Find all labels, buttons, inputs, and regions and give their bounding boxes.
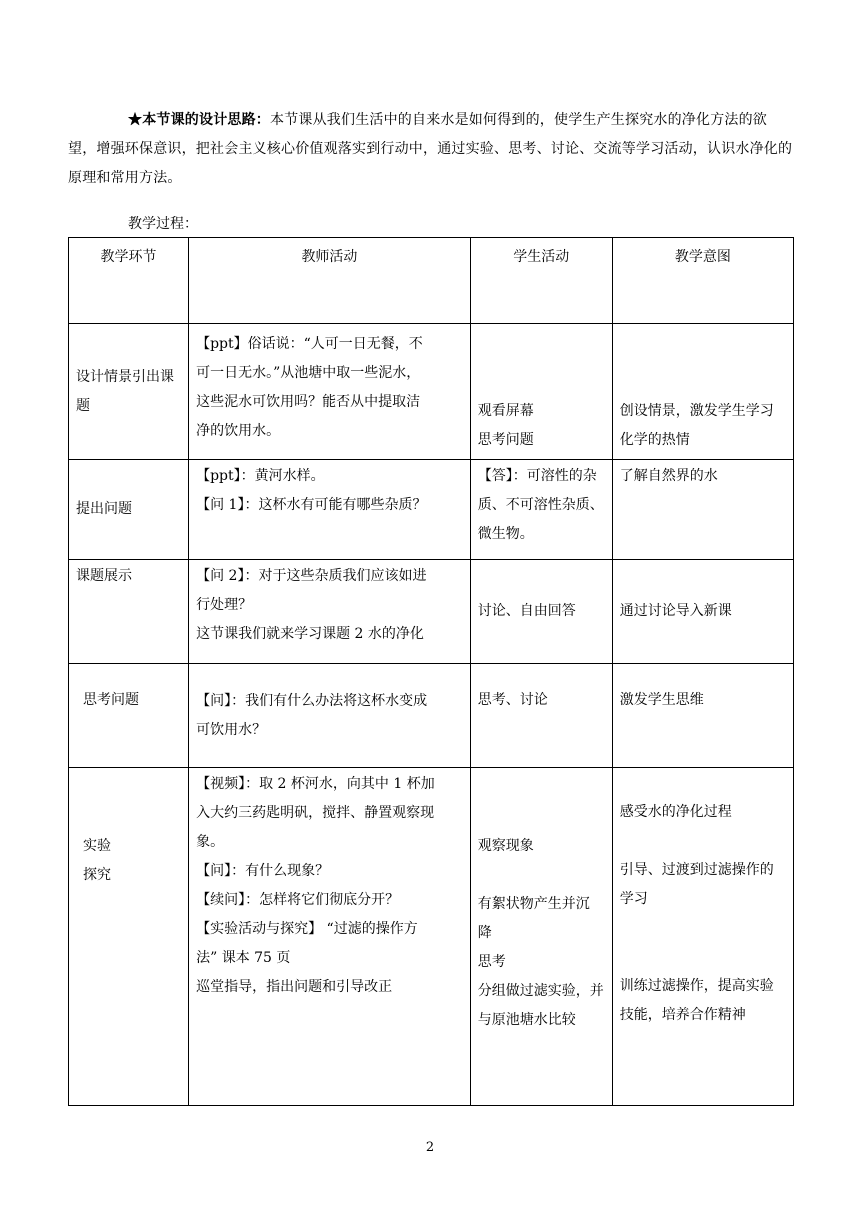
design-idea-text: 本节课从我们生活中的自来水是如何得到的，使学生产生探究水的净化方法的欲望，增强环保意识，把社会主义核心价值观落实到行动中，通过实验、思考、讨论、交流等学习活动，认识水净化的原理和常用方法。 xyxy=(68,112,793,186)
table-row xyxy=(69,324,794,460)
cell-line: 有絮状物产生并沉 xyxy=(477,896,590,912)
cell-line: 探究 xyxy=(83,867,111,883)
cell-line: 创设情景，激发学生学习 xyxy=(619,403,774,419)
cell-stage xyxy=(69,460,189,560)
cell-teacher xyxy=(189,324,471,460)
cell-line: 提出问题 xyxy=(76,501,132,517)
cell-teacher xyxy=(189,560,471,664)
design-idea-paragraph xyxy=(68,106,794,193)
cell-line: 课题展示 xyxy=(76,568,132,584)
cell-student xyxy=(470,768,612,1106)
cell-line: 思考问题 xyxy=(477,432,534,448)
cell-line: 微生物。 xyxy=(477,526,534,542)
header-student: 学生活动 xyxy=(470,238,612,324)
cell-line: 通过讨论导入新课 xyxy=(619,603,732,619)
cell-stage xyxy=(69,664,189,768)
table-row xyxy=(69,560,794,664)
cell-line: 【问】：有什么现象？ xyxy=(196,863,330,879)
cell-line: 法” 课本 75 页 xyxy=(196,950,291,966)
cell-line: 【ppt】俗话说：“人可一日无餐，不 xyxy=(196,336,423,352)
page-number: 2 xyxy=(425,1140,435,1155)
teaching-process-label: 教学过程： xyxy=(128,216,198,232)
cell-line: 净的饮用水。 xyxy=(196,423,281,439)
cell-line: 可饮用水？ xyxy=(196,721,267,738)
cell-line: 【问 1】：这杯水有可能有哪些杂质？ xyxy=(196,497,427,513)
cell-line: 题 xyxy=(76,397,90,414)
cell-line: 观看屏幕 xyxy=(477,403,534,419)
cell-line: 了解自然界的水 xyxy=(619,468,718,484)
cell-line: 化学的热情 xyxy=(619,432,690,448)
cell-line: 观察现象 xyxy=(477,838,534,854)
cell-line: 思考 xyxy=(477,954,506,970)
cell-line: 讨论、自由回答 xyxy=(477,603,576,619)
header-stage: 教学环节 xyxy=(69,238,189,324)
header-teacher: 教师活动 xyxy=(189,238,471,324)
cell-teacher xyxy=(189,664,471,768)
cell-student xyxy=(470,664,612,768)
cell-stage xyxy=(69,560,189,664)
cell-line: 这节课我们就来学习课题 2 水的净化 xyxy=(196,626,424,642)
cell-line: 【实验活动与探究】 “过滤的操作方 xyxy=(196,921,418,937)
teaching-process-table xyxy=(68,237,794,1106)
table-row xyxy=(69,664,794,768)
table-row xyxy=(69,460,794,560)
cell-student xyxy=(470,560,612,664)
cell-line: 实验 xyxy=(83,838,111,854)
cell-student xyxy=(470,460,612,560)
cell-intent xyxy=(612,324,793,460)
cell-teacher xyxy=(189,460,471,560)
cell-line: 【续问】：怎样将它们彻底分开？ xyxy=(196,892,400,908)
cell-stage xyxy=(69,324,189,460)
cell-line: 激发学生思维 xyxy=(619,692,704,708)
cell-line: 设计情景引出课 xyxy=(76,368,174,385)
cell-line: 降 xyxy=(477,925,492,941)
cell-line: 思考、讨论 xyxy=(477,692,548,708)
table-header-row xyxy=(69,238,794,324)
cell-line: 技能，培养合作精神 xyxy=(619,1007,746,1023)
cell-line: 【答】：可溶性的杂 xyxy=(477,468,597,484)
cell-line: 巡堂指导，指出问题和引导改正 xyxy=(196,979,393,995)
design-idea-lead: ★本节课的设计思路： xyxy=(128,112,270,128)
cell-line: 这些泥水可饮用吗？能否从中提取洁 xyxy=(196,394,421,410)
cell-line: 思考问题 xyxy=(83,692,139,708)
cell-student xyxy=(470,324,612,460)
cell-line: 与原池塘水比较 xyxy=(477,1012,576,1028)
cell-intent xyxy=(612,664,793,768)
cell-line: 【ppt】：黄河水样。 xyxy=(196,468,325,484)
cell-line: 行处理？ xyxy=(196,597,253,613)
cell-stage xyxy=(69,768,189,1106)
cell-line: 引导、过渡到过滤操作的 xyxy=(619,862,774,878)
cell-line: 感受水的净化过程 xyxy=(619,804,732,820)
cell-line: 质、不可溶性杂质、 xyxy=(477,497,604,513)
cell-line: 入大约三药匙明矾，搅拌、静置观察现 xyxy=(196,805,435,821)
cell-line: 【问】：我们有什么办法将这杯水变成 xyxy=(196,692,428,709)
cell-line: 【问 2】：对于这些杂质我们应该如进 xyxy=(196,568,427,584)
cell-line: 可一日无水。”从池塘中取一些泥水， xyxy=(196,365,421,381)
cell-intent xyxy=(612,768,793,1106)
header-intent: 教学意图 xyxy=(612,238,793,324)
cell-line: 象。 xyxy=(196,834,225,850)
cell-line: 学习 xyxy=(619,891,648,907)
cell-teacher xyxy=(189,768,471,1106)
cell-line: 训练过滤操作，提高实验 xyxy=(619,978,774,994)
cell-line: 【视频】：取 2 杯河水，向其中 1 杯加 xyxy=(196,776,435,792)
cell-intent xyxy=(612,560,793,664)
cell-line: 分组做过滤实验，并 xyxy=(477,983,604,999)
table-row xyxy=(69,768,794,1106)
cell-intent xyxy=(612,460,793,560)
